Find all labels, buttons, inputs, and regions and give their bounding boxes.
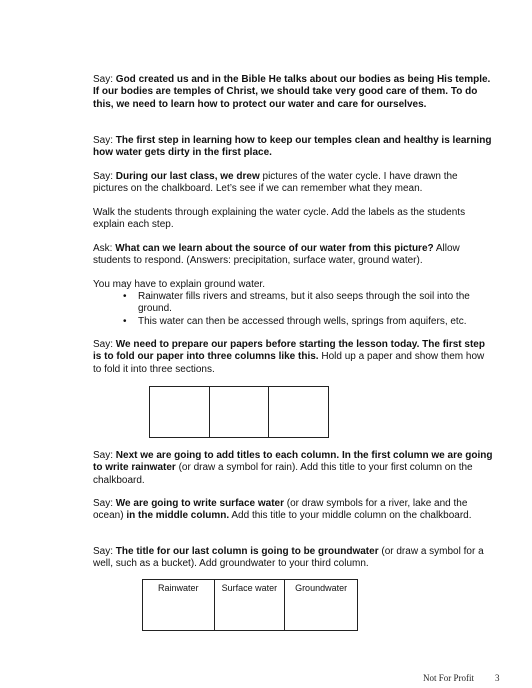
column-groundwater: Groundwater (285, 580, 358, 631)
column-rainwater: Rainwater (143, 580, 215, 631)
paragraph-walk-through: Walk the students through explaining the water cycle. Add the labels as the students explain each step. (93, 207, 466, 231)
fold-column (209, 387, 269, 438)
fold-column (269, 387, 329, 438)
three-column-fold-diagram (149, 386, 329, 438)
paragraph-ask: Ask: What can we learn about the source of our water from this picture? Allow students to respond. (Answers: precipitation, surface water, ground water). (93, 243, 460, 267)
paragraph-groundwater-title: Say: The title for our last column is going to be groundwater (or draw a symbol for a well, such as a bucket). Add groundwater to your third column. (93, 546, 484, 570)
list-item: • This water can then be accessed through wells, springs from aquifers, etc. (123, 315, 467, 327)
fold-column (150, 387, 210, 438)
paragraph-prepare-papers: Say: We need to prepare our papers before starting the lesson today. The first step is to fold our paper into three columns like this. Hold up a paper and show them how to fold it into three sections. (93, 339, 485, 375)
footer-note: Not For Profit (423, 673, 475, 683)
bullet-icon: • (123, 291, 127, 302)
paragraph-temple: Say: God created us and in the Bible He talks about our bodies as being His temple. If our bodies are temples of Christ, we should take very good care of them. To do this, we need to learn how to protect our water and care for ourselves. (93, 74, 491, 110)
paragraph-rainwater-title: Say: Next we are going to add titles to each column. In the first column we are going to write rainwater (or draw a symbol for rain). Add this title to your first column on the chalkboard. (93, 450, 493, 486)
page-number: 3 (495, 673, 500, 683)
paragraph-first-step: Say: The first step in learning how to keep our temples clean and healthy is learning how water gets dirty in the first place. (93, 135, 492, 159)
bullet-icon: • (123, 315, 127, 327)
list-item: • Rainwater fills rivers and streams, but it also seeps through the soil into the ground. (123, 291, 470, 315)
bullet-list (93, 291, 493, 328)
column-titles-table (142, 579, 358, 631)
column-surface-water: Surface water (214, 580, 285, 631)
paragraph-surface-water-title: Say: We are going to write surface water (or draw symbols for a river, lake and the ocean) in the middle column. Add this title to your middle column on the chalkboard. (93, 498, 472, 522)
paragraph-ground-water: You may have to explain ground water. (93, 279, 265, 290)
paragraph-last-class: Say: During our last class, we drew pictures of the water cycle. I have drawn the pictures on the chalkboard. Let’s see if we can remember what they mean. (93, 171, 458, 195)
